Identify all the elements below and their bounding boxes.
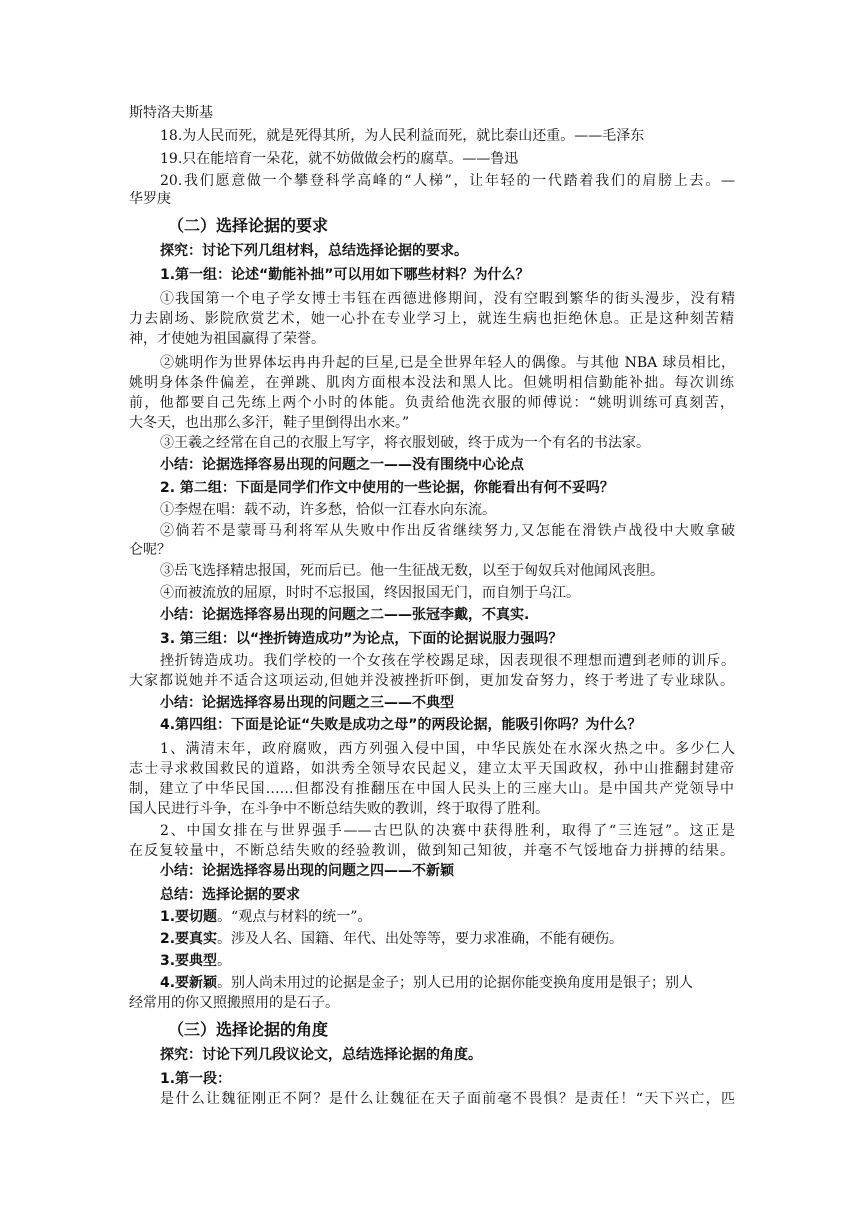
group-4-para-1-line-3: 制，建立了中华民国……但都没有推翻压在中国人民头上的三座大山。是中国共产党领导中 (129, 781, 734, 797)
conclusion-item-1 (160, 908, 735, 926)
group-1-summary: 小结：论据选择容易出现的问题之一——没有围绕中心论点 (160, 457, 524, 473)
section-3-explore: 探究：讨论下列几段议论文，总结选择论据的角度。 (160, 1047, 482, 1063)
conclusion-item-2-text: 。涉及人名、国籍、年代、出处等等，要力求准确，不能有硬伤。 (217, 931, 624, 947)
conclusion-title: 总结：选择论据的要求 (160, 887, 300, 903)
quote-20-line2: 华罗庚 (129, 191, 171, 207)
section-2-explore: 探究：讨论下列几组材料，总结选择论据的要求。 (160, 243, 468, 259)
group-4-summary: 小结：论据选择容易出现的问题之四——不新颖 (160, 863, 454, 879)
section-3-para-1-line-1: 是什么让魏征刚正不阿？是什么让魏征在天子面前毫不畏惧？是责任！“天下兴亡，匹 (160, 1091, 735, 1107)
group-2-item-2-line-2: 仑呢？ (129, 542, 171, 558)
group-2-item-2-line-1: ②倘若不是蒙哥马利将军从失败中作出反省继续努力,又怎能在滑铁卢战役中大败拿破 (160, 523, 735, 539)
group-4-para-1-line-2: 志士寻求救国救民的道路，如洪秀全领导农民起义，建立太平天国政权，孙中山推翻封建帝 (129, 761, 734, 777)
conclusion-item-3-text: 。 (217, 953, 232, 969)
group-4-para-2-line-2: 在反复较量中，不断总结失败的经验教训，做到知己知彼，并毫不气馁地奋力拼搏的结果。 (129, 843, 734, 859)
group-1-item-2-line-3: 前，他都要自己先练上两个小时的体能。负责给他洗衣服的师傅说：“姚明训练可真刻苦， (129, 395, 734, 411)
group-3-title: 3. 第三组：以“挫折铸造成功”为论点，下面的论据说服力强吗？ (160, 631, 563, 647)
section-3-para-1-label: 1.第一段： (160, 1071, 232, 1087)
conclusion-item-2 (160, 930, 735, 948)
group-1-item-1-line-1: ①我国第一个电子学女博士韦钰在西德进修期间，没有空暇到繁华的街头漫步，没有精 (160, 291, 735, 307)
group-3-body-line-2: 大家都说她并不适合这项运动,但她并没被挫折吓倒，更加发奋努力，终于考进了专业球队。 (129, 673, 734, 689)
group-2-item-3: ③岳飞选择精忠报国，死而后已。他一生征战无数，以至于匈奴兵对他闻风丧胆。 (160, 563, 664, 579)
group-1-item-3: ③王羲之经常在自己的衣服上写字，将衣服划破，终于成为一个有名的书法家。 (160, 435, 650, 451)
conclusion-item-4-text: 。别人尚未用过的论据是金子；别人已用的论据你能变换角度用是银子；别人 (217, 975, 694, 991)
conclusion-item-4-line-2: 经常用的你又照搬照用的是石子。 (129, 995, 339, 1011)
conclusion-item-3 (160, 952, 735, 970)
quote-19: 19.只在能培育一朵花，就不妨做做会朽的腐草。——鲁迅 (160, 151, 519, 167)
conclusion-item-3-label: 3.要典型 (160, 953, 218, 969)
group-1-item-1-line-2: 力去剧场、影院欣赏艺术，她一心扑在专业学习上，就连生病也拒绝休息。正是这种刻苦精 (129, 311, 734, 327)
group-4-title: 4.第四组：下面是论证“失败是成功之母”的两段论据，能吸引你吗？为什么？ (160, 717, 642, 733)
group-2-title: 2. 第二组：下面是同学们作文中使用的一些论据，你能看出有何不妥吗？ (160, 480, 614, 496)
group-2-item-4: ④而被流放的屈原，时时不忘报国，终因报国无门，而自刎于乌江。 (160, 585, 580, 601)
conclusion-item-4-label: 4.要新颖 (160, 975, 218, 991)
group-1-item-2-line-1: ②姚明作为世界体坛冉冉升起的巨星,已是全世界年轻人的偶像。与其他 NBA 球员相比， (160, 355, 735, 371)
group-4-para-1-line-1: 1、满清末年，政府腐败，西方列强入侵中国，中华民族处在水深火热之中。多少仁人 (160, 741, 735, 757)
group-1-item-2-line-2: 姚明身体条件偏差，在弹跳、肌肉方面根本没法和黑人比。但姚明相信勤能补拙。每次训练 (129, 375, 734, 391)
group-4-para-2-line-1: 2、中国女排在与世界强手——古巴队的决赛中获得胜利，取得了“三连冠”。这正是 (160, 823, 735, 839)
group-3-summary: 小结：论据选择容易出现的问题之三——不典型 (160, 695, 454, 711)
group-1-item-2-line-4: 大冬天，也出那么多汗，鞋子里倒得出水来。” (129, 415, 410, 431)
conclusion-item-4 (160, 974, 735, 992)
group-2-summary: 小结：论据选择容易出现的问题之二——张冠李戴，不真实. (160, 607, 530, 623)
conclusion-item-1-label: 1.要切题 (160, 909, 218, 925)
group-4-para-1-line-4: 国人民进行斗争，在斗争中不断总结失败的教训，终于取得了胜利。 (129, 801, 549, 817)
quote-20-line1: 20.我们愿意做一个攀登科学高峰的“人梯”，让年轻的一代踏着我们的肩膀上去。— (160, 173, 735, 189)
conclusion-item-1-text: 。“观点与材料的统一”。 (217, 909, 372, 925)
section-2-heading: （二）选择论据的要求 (168, 216, 329, 235)
group-3-body-line-1: 挫折铸造成功。我们学校的一个女孩在学校踢足球，因表现很不理想而遭到老师的训斥。 (160, 653, 735, 669)
section-3-heading: （三）选择论据的角度 (168, 1020, 329, 1039)
group-2-item-1: ①李煜在唱：载不动，许多愁，恰似一江春水向东流。 (160, 502, 496, 518)
group-1-title: 1.第一组：论述“勤能补拙”可以用如下哪些材料？为什么？ (160, 267, 530, 283)
quote-18: 18.为人民而死，就是死得其所，为人民利益而死，就比泰山还重。——毛泽东 (160, 128, 645, 144)
conclusion-item-2-label: 2.要真实 (160, 931, 218, 947)
quote-17-tail: 斯特洛夫斯基 (129, 105, 213, 121)
group-1-item-1-line-3: 神，才使她为祖国赢得了荣誉。 (129, 331, 325, 347)
